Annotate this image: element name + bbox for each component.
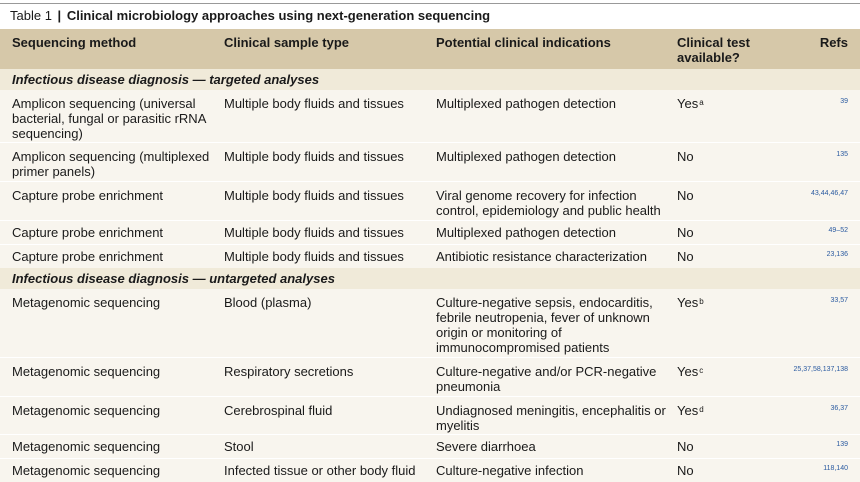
cell-sample: Infected tissue or other body fluid bbox=[224, 463, 416, 478]
cell-sample: Multiple body fluids and tissues bbox=[224, 96, 404, 111]
caption-title: Clinical microbiology approaches using next-generation sequencing bbox=[66, 8, 491, 23]
cell-method: Amplicon sequencing (multiplexed primer panels) bbox=[12, 149, 210, 179]
cell-sample: Multiple body fluids and tissues bbox=[224, 188, 404, 203]
cell-test bbox=[677, 96, 787, 111]
header-test: Clinical test available? bbox=[677, 35, 750, 65]
cell-sample: Multiple body fluids and tissues bbox=[224, 149, 404, 164]
table-row bbox=[0, 397, 860, 434]
cell-refs[interactable]: 135 bbox=[836, 151, 848, 158]
cell-test-value: No bbox=[677, 439, 694, 454]
cell-refs[interactable]: 25,37,58,137,138 bbox=[793, 366, 848, 373]
cell-test bbox=[677, 364, 787, 379]
table-row bbox=[0, 90, 860, 142]
table-row bbox=[0, 221, 860, 244]
cell-indications: Multiplexed pathogen detection bbox=[436, 225, 616, 240]
top-rule bbox=[0, 3, 860, 4]
section-heading-untargeted: Infectious disease diagnosis — untargeted analyses bbox=[0, 268, 860, 289]
cell-test-footnote: a bbox=[699, 98, 704, 107]
caption-label: Table 1 bbox=[10, 8, 52, 23]
table-row bbox=[0, 182, 860, 220]
cell-sample: Multiple body fluids and tissues bbox=[224, 225, 404, 240]
cell-refs[interactable]: 139 bbox=[836, 441, 848, 448]
table-row bbox=[0, 245, 860, 268]
cell-indications: Multiplexed pathogen detection bbox=[436, 96, 616, 111]
cell-test-value: No bbox=[677, 463, 694, 478]
cell-test bbox=[677, 463, 787, 478]
cell-indications: Culture-negative sepsis, endocarditis, febrile neutropenia, fever of unknown origin or monitoring of immunocompromised patients bbox=[436, 295, 653, 355]
cell-test bbox=[677, 249, 787, 264]
cell-refs[interactable]: 39 bbox=[840, 98, 848, 105]
cell-method: Capture probe enrichment bbox=[12, 188, 164, 203]
cell-method: Metagenomic sequencing bbox=[12, 463, 161, 478]
cell-test-value: Yes bbox=[677, 364, 699, 379]
table-row bbox=[0, 459, 860, 482]
header-refs: Refs bbox=[819, 35, 848, 50]
cell-test-value: No bbox=[677, 225, 694, 240]
cell-test-footnote: d bbox=[699, 405, 704, 414]
cell-test bbox=[677, 149, 787, 164]
cell-test-value: Yes bbox=[677, 403, 699, 418]
cell-test bbox=[677, 403, 787, 418]
cell-test bbox=[677, 439, 787, 454]
table-caption bbox=[10, 8, 490, 24]
cell-indications: Severe diarrhoea bbox=[436, 439, 536, 454]
header-method: Sequencing method bbox=[12, 35, 137, 50]
cell-test-value: Yes bbox=[677, 295, 699, 310]
caption-separator: | bbox=[57, 8, 62, 23]
cell-sample: Cerebrospinal fluid bbox=[224, 403, 333, 418]
cell-test-footnote: b bbox=[699, 297, 704, 306]
cell-refs[interactable]: 118,140 bbox=[823, 465, 848, 472]
table-row bbox=[0, 435, 860, 458]
cell-sample: Blood (plasma) bbox=[224, 295, 312, 310]
cell-test bbox=[677, 188, 787, 203]
table-row bbox=[0, 143, 860, 181]
cell-test-footnote: c bbox=[699, 366, 704, 375]
cell-refs[interactable]: 49–52 bbox=[828, 227, 848, 234]
cell-indications: Antibiotic resistance characterization bbox=[436, 249, 647, 264]
cell-indications: Viral genome recovery for infection control, epidemiology and public health bbox=[436, 188, 661, 218]
cell-test-value: No bbox=[677, 188, 694, 203]
table-header bbox=[0, 29, 860, 69]
cell-sample: Multiple body fluids and tissues bbox=[224, 249, 404, 264]
cell-refs[interactable]: 23,136 bbox=[826, 251, 848, 258]
cell-method: Metagenomic sequencing bbox=[12, 439, 161, 454]
table-row bbox=[0, 358, 860, 396]
cell-sample: Respiratory secretions bbox=[224, 364, 354, 379]
cell-test-value: Yes bbox=[677, 96, 699, 111]
cell-refs[interactable]: 33,57 bbox=[830, 297, 848, 304]
cell-indications: Culture-negative and/or PCR-negative pneumonia bbox=[436, 364, 657, 394]
header-sample: Clinical sample type bbox=[224, 35, 349, 50]
table-row bbox=[0, 289, 860, 357]
cell-test-value: No bbox=[677, 149, 694, 164]
cell-test-value: No bbox=[677, 249, 694, 264]
cell-method: Metagenomic sequencing bbox=[12, 295, 161, 310]
cell-method: Metagenomic sequencing bbox=[12, 403, 161, 418]
cell-indications: Culture-negative infection bbox=[436, 463, 584, 478]
cell-method: Capture probe enrichment bbox=[12, 225, 164, 240]
cell-method: Metagenomic sequencing bbox=[12, 364, 161, 379]
section-heading-targeted: Infectious disease diagnosis — targeted analyses bbox=[0, 69, 860, 90]
cell-method: Capture probe enrichment bbox=[12, 249, 164, 264]
header-indications: Potential clinical indications bbox=[436, 35, 611, 50]
cell-sample: Stool bbox=[224, 439, 254, 454]
cell-refs[interactable]: 43,44,46,47 bbox=[811, 190, 848, 197]
cell-test bbox=[677, 295, 787, 310]
cell-indications: Undiagnosed meningitis, encephalitis or myelitis bbox=[436, 403, 666, 433]
cell-refs[interactable]: 36,37 bbox=[830, 405, 848, 412]
cell-test bbox=[677, 225, 787, 240]
cell-indications: Multiplexed pathogen detection bbox=[436, 149, 616, 164]
cell-method: Amplicon sequencing (universal bacterial, fungal or parasitic rRNA sequencing) bbox=[12, 96, 206, 141]
